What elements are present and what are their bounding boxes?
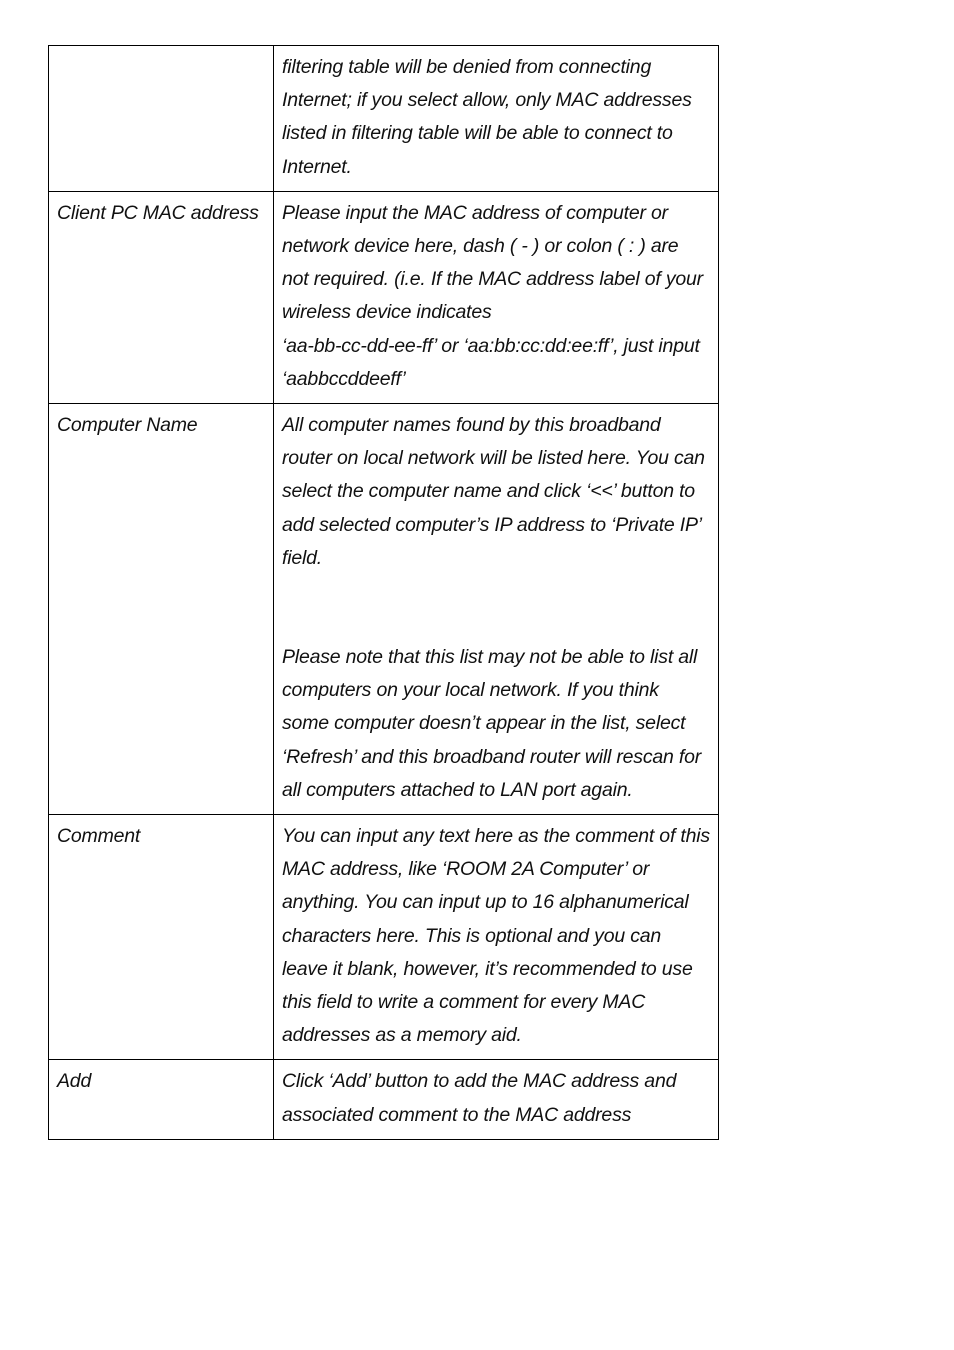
description-paragraph: ‘aa-bb-cc-dd-ee-ff’ or ‘aa:bb:cc:dd:ee:ff’, just input ‘aabbccddeeff’ <box>282 334 700 390</box>
parameter-description-cell <box>274 46 719 192</box>
parameter-description-cell <box>274 815 719 1060</box>
parameter-name-cell: Client PC MAC address <box>49 191 274 403</box>
table-row <box>49 1060 719 1139</box>
table-row <box>49 404 719 815</box>
parameter-description-cell <box>274 1060 719 1139</box>
parameter-name-cell: Computer Name <box>49 404 274 815</box>
description-paragraph: Please input the MAC address of computer or network device here, dash ( - ) or colon ( : ) are not required. (i.e. If the MAC address label of your wireless device indicates <box>282 201 703 324</box>
table-row <box>49 46 719 192</box>
paragraph-spacer <box>282 575 710 641</box>
parameter-name-cell: Add <box>49 1060 274 1139</box>
parameter-table <box>48 45 719 1140</box>
description-paragraph: Please note that this list may not be able to list all computers on your local network. If you think some computer doesn’t appear in the list, select ‘Refresh’ and this broadband router will rescan for all computers attached to LAN port again. <box>282 646 702 801</box>
description-paragraph: Click ‘Add’ button to add the MAC address and associated comment to the MAC address <box>282 1070 677 1126</box>
document-page <box>48 45 719 1140</box>
parameter-name-cell: Comment <box>49 815 274 1060</box>
parameter-name-cell <box>49 46 274 192</box>
description-paragraph: All computer names found by this broadband router on local network will be listed here. You can select the computer name and click ‘<<’ button to add selected computer’s IP address to ‘Private IP’ field. <box>282 414 705 569</box>
description-paragraph: filtering table will be denied from connecting Internet; if you select allow, only MAC addresses listed in filtering table will be able to connect to Internet. <box>282 56 692 178</box>
parameter-description-cell <box>274 191 719 403</box>
table-row <box>49 815 719 1060</box>
table-row <box>49 191 719 403</box>
parameter-description-cell <box>274 404 719 815</box>
description-paragraph: You can input any text here as the comment of this MAC address, like ‘ROOM 2A Computer’ or anything. You can input up to 16 alphanumerical characters here. This is optional and you can leave it blank, however, it’s recommended to use this field to write a comment for every MAC addresses as a memory aid. <box>282 825 710 1047</box>
